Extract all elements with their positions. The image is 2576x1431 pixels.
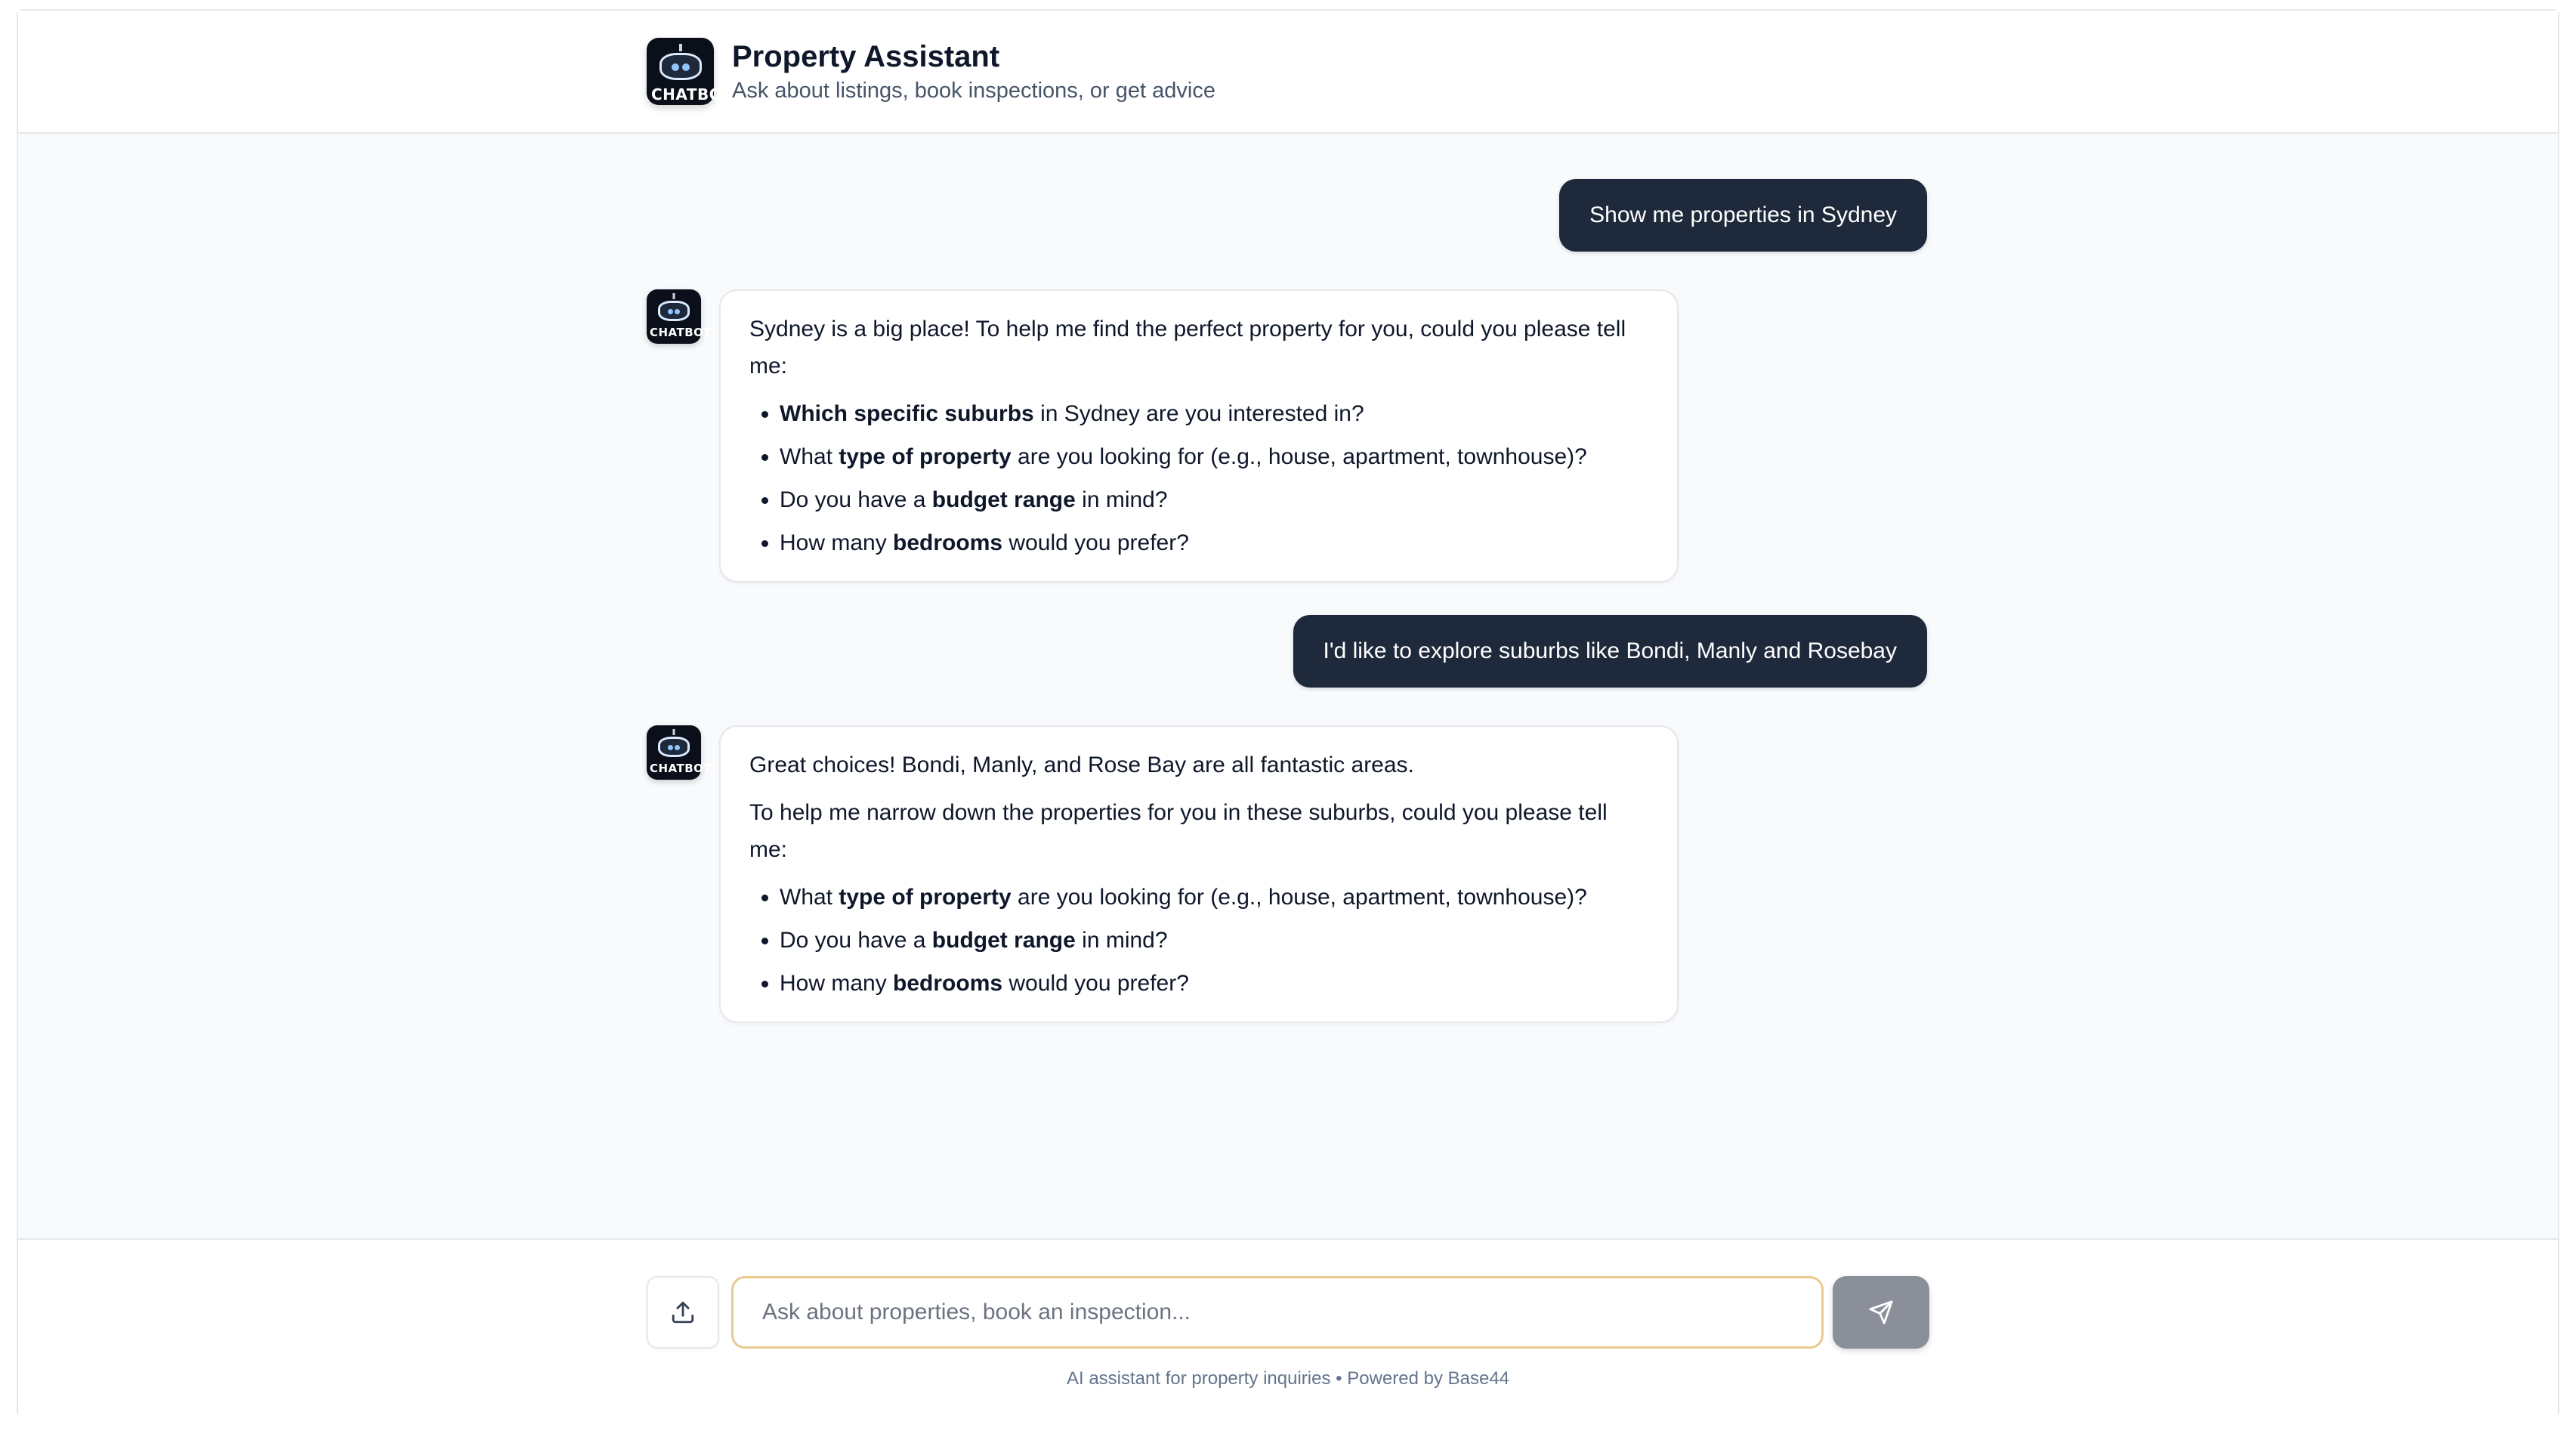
chat-header [18, 11, 2558, 134]
assistant-bubble [719, 289, 1679, 583]
question-list [749, 879, 1648, 1002]
avatar-label: CHATBOT [650, 326, 712, 339]
list-item: • What type of property are you looking for (e.g., house, apartment, townhouse)? [780, 438, 1648, 475]
robot-antenna [679, 44, 682, 51]
robot-face-icon [658, 737, 690, 757]
assistant-message [647, 725, 1679, 1023]
list-item: • What type of property are you looking for (e.g., house, apartment, townhouse)? [780, 879, 1648, 916]
list-item: • Do you have a budget range in mind? [780, 481, 1648, 518]
app-window [17, 9, 2559, 1417]
avatar-label: CHATBOT [650, 762, 712, 775]
avatar-label: CHATBOT [651, 85, 734, 104]
page-subtitle: Ask about listings, book inspections, or get advice [732, 78, 1215, 103]
upload-icon [670, 1300, 696, 1325]
upload-button[interactable] [647, 1276, 719, 1349]
message-paragraph: Great choices! Bondi, Manly, and Rose Bay are all fantastic areas. [749, 753, 1414, 777]
header-text [732, 39, 1215, 105]
user-message: Show me properties in Sydney [1559, 179, 1927, 252]
assistant-avatar-icon [647, 725, 712, 780]
send-button[interactable] [1833, 1276, 1929, 1349]
list-item: • How many bedrooms would you prefer? [780, 524, 1648, 561]
message-paragraph: To help me narrow down the properties for you in these suburbs, could you please tell me: [749, 800, 1608, 862]
list-item: • Which specific suburbs in Sydney are you interested in? [780, 395, 1648, 432]
robot-face-icon [658, 301, 690, 321]
assistant-bubble [719, 725, 1679, 1023]
message-paragraph: Sydney is a big place! To help me find the perfect property for you, could you please tell me: [749, 317, 1626, 379]
question-list [749, 395, 1648, 561]
message-input[interactable] [731, 1276, 1824, 1349]
list-item: • Do you have a budget range in mind? [780, 922, 1648, 959]
send-icon [1868, 1300, 1894, 1325]
message-composer [18, 1238, 2558, 1419]
assistant-avatar-icon [647, 38, 734, 105]
page-title: Property Assistant [732, 39, 1000, 73]
header-brand [647, 38, 1215, 105]
robot-face-icon [659, 53, 702, 80]
assistant-message [647, 289, 1679, 583]
list-item: • How many bedrooms would you prefer? [780, 965, 1648, 1002]
assistant-avatar-icon [647, 289, 712, 344]
message-list[interactable] [18, 135, 2558, 1238]
footer-note: AI assistant for property inquiries • Powered by Base44 [1066, 1368, 1510, 1389]
user-message: I'd like to explore suburbs like Bondi, Manly and Rosebay [1293, 615, 1927, 688]
